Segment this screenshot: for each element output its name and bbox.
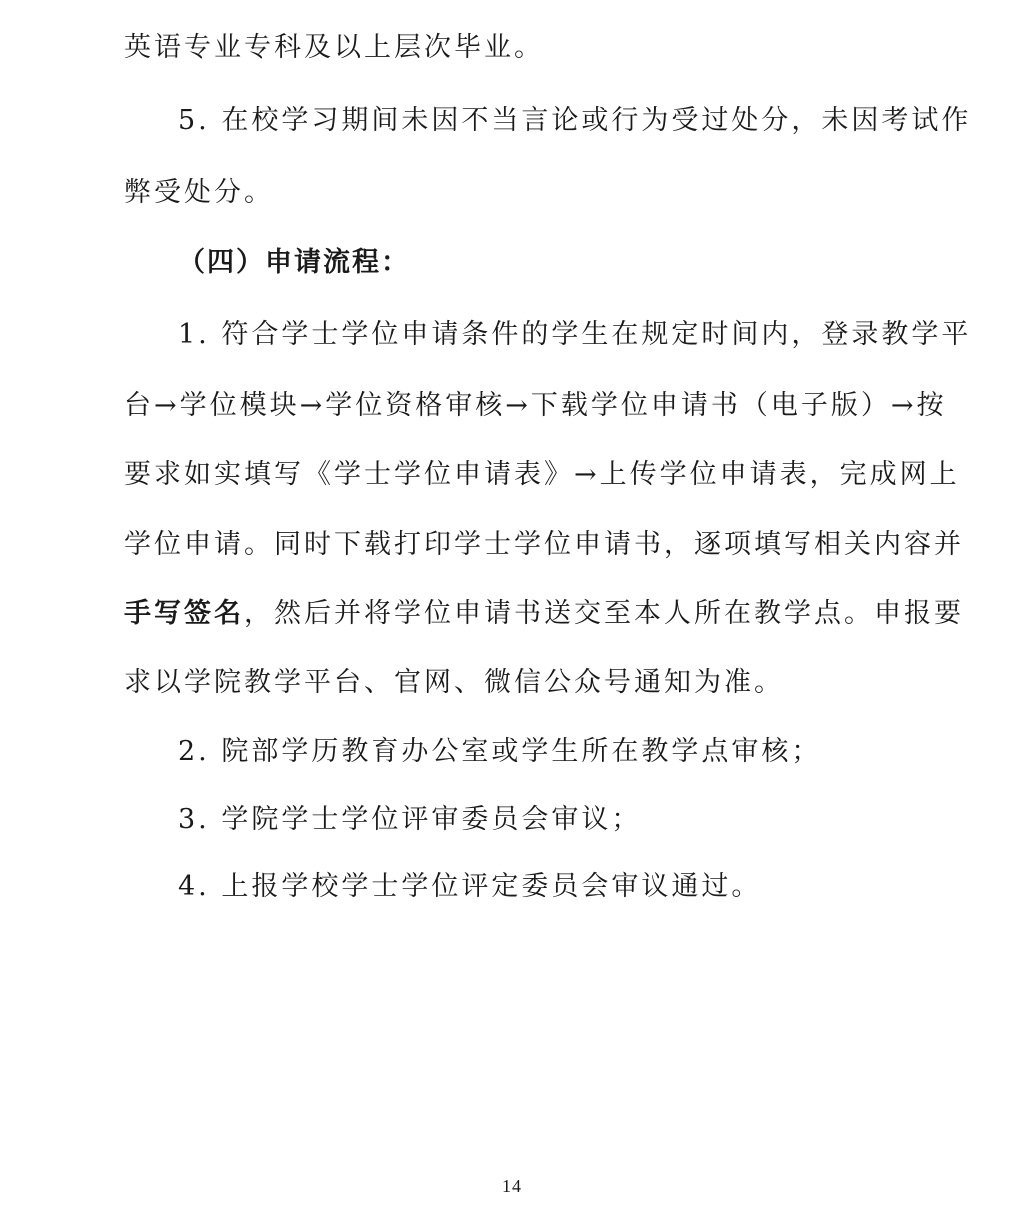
text-line: 台→学位模块→学位资格审核→下载学位申请书（电子版）→按 <box>124 390 947 421</box>
section-heading: （四）申请流程： <box>178 247 410 278</box>
text-line: 5. 在校学习期间未因不当言论或行为受过处分，未因考试作 <box>178 105 972 136</box>
text-line: 1. 符合学士学位申请条件的学生在规定时间内，登录教学平 <box>178 319 972 350</box>
text-line: 要求如实填写《学士学位申请表》→上传学位申请表，完成网上 <box>124 459 960 490</box>
text-line: 求以学院教学平台、官网、微信公众号通知为准。 <box>124 667 784 698</box>
emphasis-text: 手写签名 <box>124 598 244 629</box>
text-line <box>124 596 964 632</box>
text-line: 4. 上报学校学士学位评定委员会审议通过。 <box>178 871 762 902</box>
text-line: 学位申请。同时下载打印学士学位申请书，逐项填写相关内容并 <box>124 529 964 560</box>
page-number: 14 <box>502 1176 522 1196</box>
text-line: 3. 学院学士学位评审委员会审议； <box>178 804 642 835</box>
text-line: 弊受处分。 <box>124 177 274 208</box>
text-line-remainder: ，然后并将学位申请书送交至本人所在教学点。申报要 <box>244 598 964 629</box>
text-line: 英语专业专科及以上层次毕业。 <box>124 32 544 63</box>
text-line: 2. 院部学历教育办公室或学生所在教学点审核； <box>178 736 822 767</box>
